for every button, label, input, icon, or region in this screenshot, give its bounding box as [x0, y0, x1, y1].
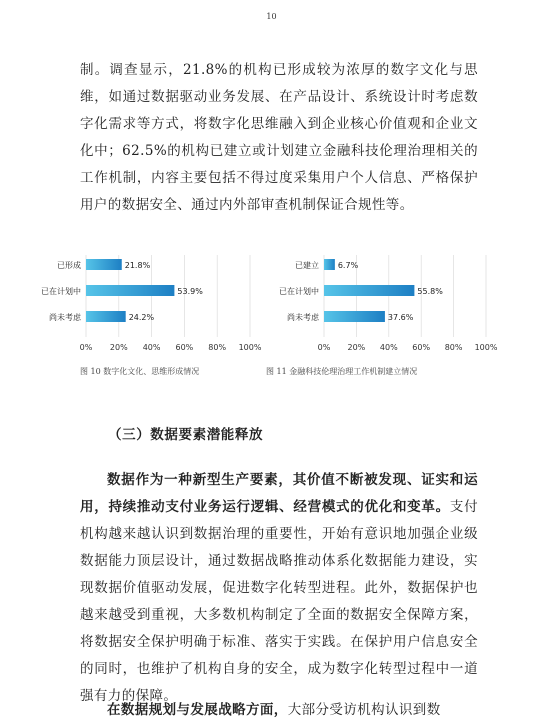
x-tick-label: 60%	[175, 343, 194, 352]
data-label: 24.2%	[128, 313, 155, 322]
bar	[86, 311, 126, 322]
x-tick-label: 100%	[474, 343, 498, 352]
category-label: 尚未考虑	[49, 313, 81, 322]
x-tick-label: 0%	[79, 343, 93, 352]
data-label: 55.8%	[417, 287, 443, 296]
chart-fintech-ethics	[275, 253, 500, 362]
body-paragraph-2	[80, 467, 478, 710]
category-label: 已在计划中	[41, 287, 81, 296]
x-tick-label: 100%	[238, 343, 262, 352]
paragraph-2-bold-lead: 数据作为一种新型生产要素，其价值不断被发现、证实和运用，持续推动支付业务运行逻辑、经营模式的优化和变革。	[80, 472, 478, 515]
section-heading: （三）数据要素潜能释放	[108, 427, 264, 443]
x-tick-label: 20%	[109, 343, 128, 352]
chart-digital-culture-svg	[40, 253, 265, 358]
x-tick-label: 60%	[412, 343, 431, 352]
x-tick-label: 80%	[444, 343, 463, 352]
x-tick-label: 0%	[317, 343, 331, 352]
body-paragraph-3	[80, 697, 478, 724]
category-label: 已形成	[57, 261, 81, 270]
bar	[86, 259, 122, 270]
bar	[324, 285, 414, 296]
category-label: 尚未考虑	[287, 313, 319, 322]
x-tick-label: 40%	[142, 343, 161, 352]
data-label: 53.9%	[177, 287, 203, 296]
x-tick-label: 80%	[208, 343, 227, 352]
body-paragraph-1: 制。调查显示，21.8%的机构已形成较为浓厚的数字文化与思维，如通过数据驱动业务发展、在产品设计、系统设计时考虑数字化需求等方式，将数字化思维融入到企业核心价值观和企业文化中；62.5%的机构已建立或计划建立金融科技伦理治理相关的工作机制，内容主要包括不得过度采集用户个人信息、严格保护用户的数据安全、通过内外部审查机制保证合规性等。	[80, 62, 478, 213]
data-label: 37.6%	[387, 313, 414, 322]
category-label: 已在计划中	[279, 287, 319, 296]
page-number: 10	[266, 12, 277, 21]
bar	[324, 311, 385, 322]
data-label: 6.7%	[337, 261, 359, 270]
paragraph-2-text: 支付机构越来越认识到数据治理的重要性，开始有意识地加强企业级数据能力顶层设计，通过数据战略推动体系化数据能力建设，实现数据价值驱动发展，促进数字化转型进程。此外，数据保护也越来越受到重视，大多数机构制定了全面的数据安全保障方案，将数据安全保护明确于标准、落实于实践。在保护用户信息安全的同时，也维护了机构自身的安全，成为数字化转型过程中一道强有力的保障。	[80, 499, 478, 704]
figure-caption-11: 图 11 金融科技伦理治理工作机制建立情况	[266, 367, 418, 376]
figure-caption-10: 图 10 数字化文化、思维形成情况	[80, 367, 200, 376]
paragraph-3-text: 大部分受访机构认识到数	[287, 702, 441, 718]
x-tick-label: 20%	[347, 343, 366, 352]
x-tick-label: 40%	[379, 343, 398, 352]
category-label: 已建立	[295, 261, 319, 270]
chart-fintech-ethics-svg	[275, 253, 500, 358]
bar	[324, 259, 335, 270]
data-label: 21.8%	[124, 261, 151, 270]
chart-digital-culture	[40, 253, 265, 362]
bar	[86, 285, 174, 296]
paragraph-3-bold-lead: 在数据规划与发展战略方面，	[107, 702, 288, 718]
